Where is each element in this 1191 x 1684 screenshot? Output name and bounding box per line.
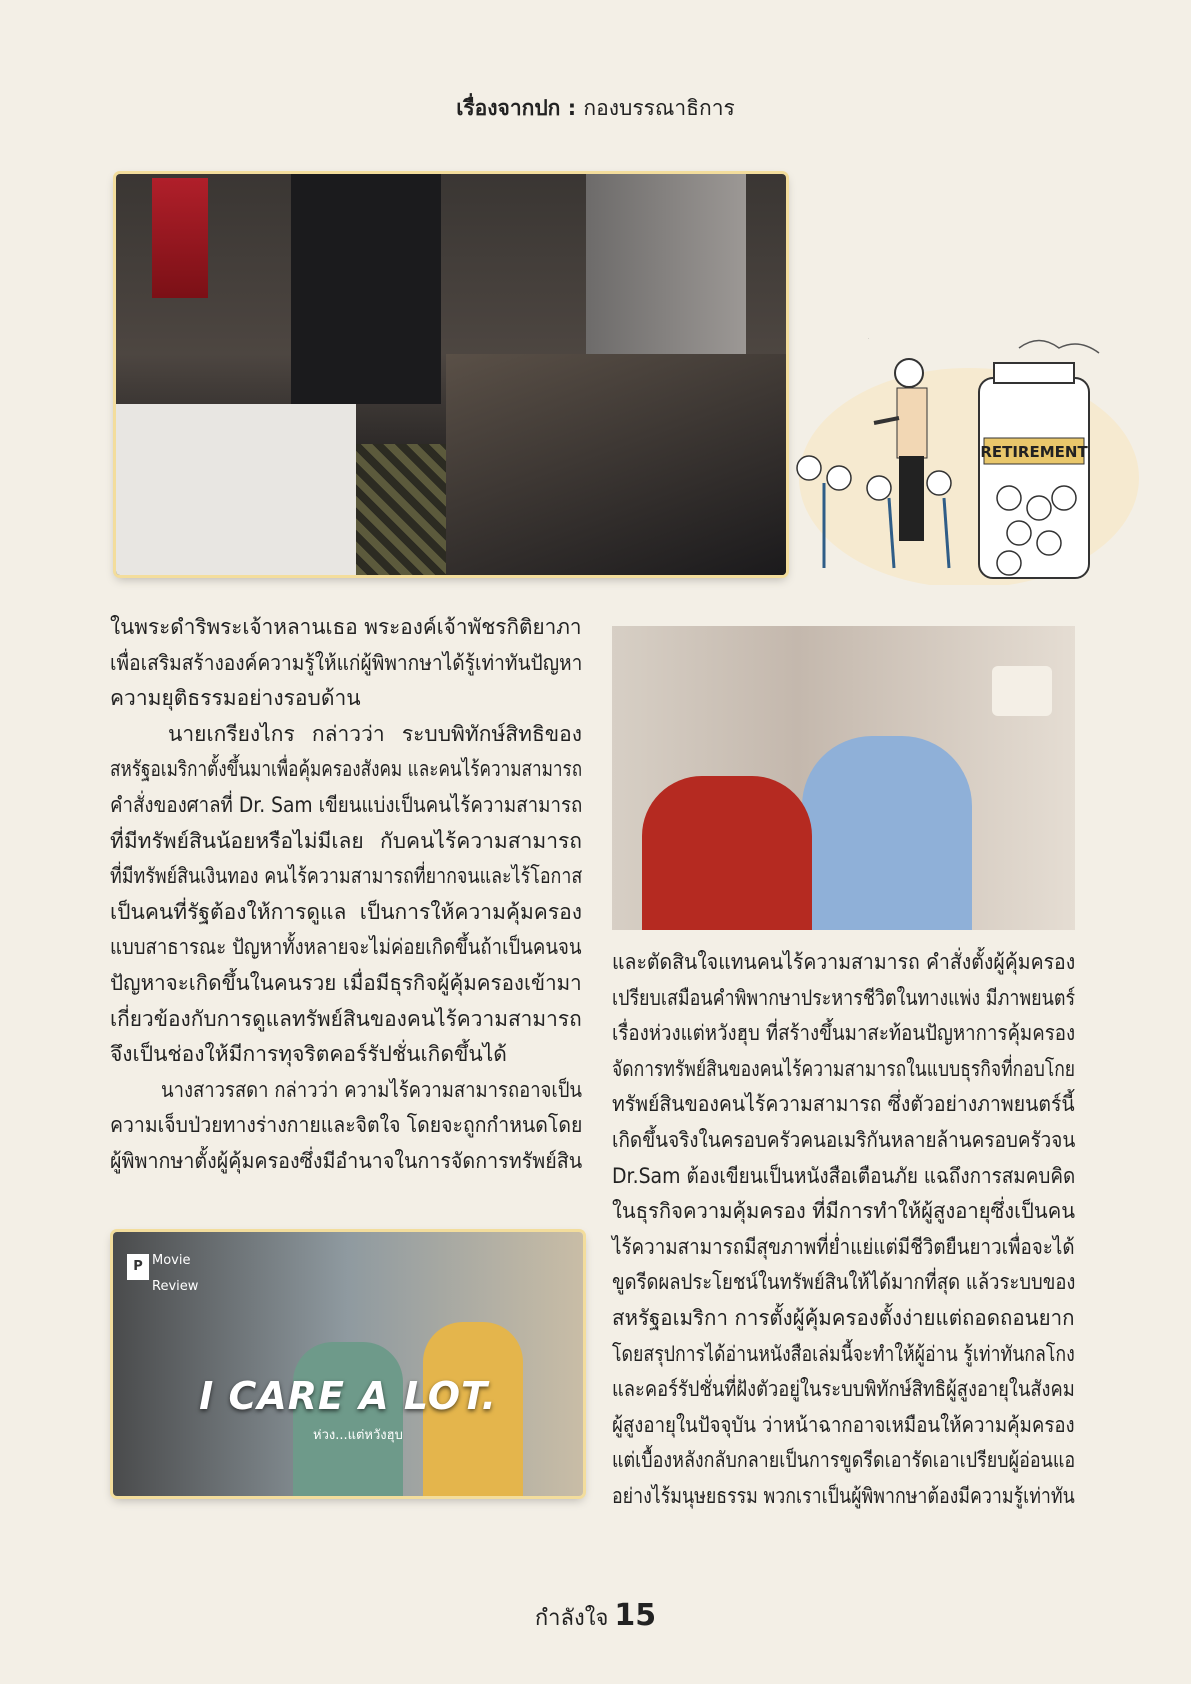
text-line: แบบสาธารณะ ปัญหาทั้งหลายจะไม่ค่อยเกิดขึ้นถ้าเป็นคนจน xyxy=(110,935,582,960)
text-line: อย่างไร้มนุษยธรรม พวกเราเป็นผู้พิพากษาต้องมีความรู้เท่าทัน xyxy=(612,1483,1075,1508)
text-line: สหรัฐอเมริกา การตั้งผู้คุ้มครองตั้งง่ายแต่ถอดถอนยาก xyxy=(612,1305,1075,1330)
left-column-text xyxy=(110,610,582,1180)
text-line: เกิดขึ้นจริงในครอบครัวคนอเมริกันหลายล้านครอบครัวจน xyxy=(612,1127,1076,1152)
text-line: ผู้สูงอายุในปัจจุบัน ว่าหน้าฉากอาจเหมือนให้ความคุ้มครอง xyxy=(612,1412,1075,1437)
header-separator: : xyxy=(560,96,584,120)
text-line: เรื่องห่วงแต่หวังฮุบ ที่สร้างขึ้นมาสะท้อนปัญหาการคุ้มครอง xyxy=(612,1021,1076,1046)
actor-teal xyxy=(293,1342,403,1496)
text-line: Dr.Sam ต้องเขียนเป็นหนังสือเตือนภัย แฉถึงการสมคบคิด xyxy=(612,1163,1076,1188)
text-line: เปรียบเสมือนคำพิพากษาประหารชีวิตในทางแพ่ง มีภาพยนตร์ xyxy=(612,985,1076,1010)
text-line: จัดการทรัพย์สินของคนไร้ความสามารถในแบบธุรกิจที่กอบโกย xyxy=(612,1056,1076,1081)
text-line: ความยุติธรรมอย่างรอบด้าน xyxy=(110,686,361,711)
logo-subtext: Review xyxy=(152,1279,199,1294)
retirement-label: RETIREMENT xyxy=(980,443,1088,461)
text-line: จึงเป็นช่องให้มีการทุจริตคอร์รัปชั่นเกิดขึ้นได้ xyxy=(110,1042,507,1067)
text-line: และคอร์รัปชั่นที่ฝังตัวอยู่ในระบบพิทักษ์สิทธิผู้สูงอายุในสังคม xyxy=(612,1377,1075,1402)
page-number: 15 xyxy=(614,1598,657,1633)
text-line: ขูดรีดผลประโยชน์ในทรัพย์สินให้ได้มากที่สุด แล้วระบบของ xyxy=(612,1270,1076,1295)
woman-red-jacket xyxy=(642,776,812,930)
lamp xyxy=(992,666,1052,716)
hall-wall xyxy=(586,174,746,354)
text-line: แต่เบื้องหลังกลับกลายเป็นการขูดรีดเอารัดเอาเปรียบผู้อ่อนแอ xyxy=(612,1448,1076,1473)
stage xyxy=(116,404,356,575)
text-line: นางสาวรสดา กล่าวว่า ความไร้ความสามารถอาจเป็น xyxy=(160,1077,583,1102)
text-line: ในธุรกิจความคุ้มครอง ที่มีการทำให้ผู้สูงอายุซึ่งเป็นคน xyxy=(612,1199,1076,1224)
projection-screen xyxy=(152,178,208,298)
text-line: คำสั่งของศาลที่ Dr. Sam เขียนแบ่งเป็นคนไร้ความสามารถ xyxy=(110,792,583,817)
page-footer xyxy=(0,1598,1191,1635)
text-line: ในพระดำริพระเจ้าหลานเธอ พระองค์เจ้าพัชรกิติยาภา xyxy=(110,615,582,639)
text-line: ที่มีทรัพย์สินเงินทอง คนไร้ความสามารถที่ยากจนและไร้โอกาส xyxy=(110,864,583,889)
text-line: ที่มีทรัพย์สินน้อยหรือไม่มีเลย กับคนไร้ความสามารถ xyxy=(110,828,582,853)
hall-door xyxy=(291,174,441,404)
logo-mark: P xyxy=(127,1254,149,1280)
text-line: ปัญหาจะเกิดขึ้นในคนรวย เมื่อมีธุรกิจผู้คุ้มครองเข้ามา xyxy=(110,970,582,995)
logo-text: Movie xyxy=(152,1253,191,1268)
text-line: ทรัพย์สินของคนไร้ความสามารถ ซึ่งตัวอย่างภาพยนตร์นี้ xyxy=(612,1092,1075,1117)
movie-subtitle: ห่วง...แต่หวังฮุบ xyxy=(313,1428,403,1443)
text-line: โดยสรุปการได้อ่านหนังสือเล่มนี้จะทำให้ผู้อ่าน รู้เท่าทันกลโกง xyxy=(612,1341,1075,1366)
elderly-man xyxy=(802,736,972,930)
text-line: เพื่อเสริมสร้างองค์ความรู้ให้แก่ผู้พิพากษาได้รู้เท่าทันปัญหา xyxy=(110,650,583,675)
elderly-couple-photo xyxy=(612,626,1075,930)
magazine-name: กำลังใจ xyxy=(534,1606,609,1631)
text-line: เป็นคนที่รัฐต้องให้การดูแล เป็นการให้ความคุ้มครอง xyxy=(110,899,582,924)
text-line: และตัดสินใจแทนคนไร้ความสามารถ คำสั่งตั้งผู้คุ้มครอง xyxy=(612,950,1076,974)
text-line: เกี่ยวข้องกับการดูแลทรัพย์สินของคนไร้ความสามารถ xyxy=(110,1006,582,1031)
text-line: สหรัฐอเมริกาตั้งขึ้นมาเพื่อคุ้มครองสังคม และคนไร้ความสามารถ xyxy=(110,757,583,782)
text-line: นายเกรียงไกร กล่าวว่า ระบบพิทักษ์สิทธิของ xyxy=(168,721,582,746)
text-line: ไร้ความสามารถมีสุขภาพที่ย่ำแย่แต่มีชีวิตยืนยาวเพื่อจะได้ xyxy=(612,1234,1075,1259)
movie-review-logo xyxy=(127,1254,198,1293)
movie-poster-image xyxy=(113,1232,583,1496)
page-header xyxy=(0,92,1191,125)
retirement-illustration xyxy=(779,338,1155,585)
movie-title: I CARE A LOT. xyxy=(199,1374,497,1418)
right-column-text xyxy=(612,945,1075,1515)
header-author: กองบรรณาธิการ xyxy=(583,96,735,120)
text-line: ผู้พิพากษาตั้งผู้คุ้มครองซึ่งมีอำนาจในการจัดการทรัพย์สิน xyxy=(110,1148,583,1173)
text-line: ความเจ็บป่วยทางร่างกายและจิตใจ โดยจะถูกกำหนดโดย xyxy=(110,1113,583,1138)
conference-photo xyxy=(116,174,786,575)
audience xyxy=(446,354,786,575)
section-title: เรื่องจากปก xyxy=(456,96,561,120)
